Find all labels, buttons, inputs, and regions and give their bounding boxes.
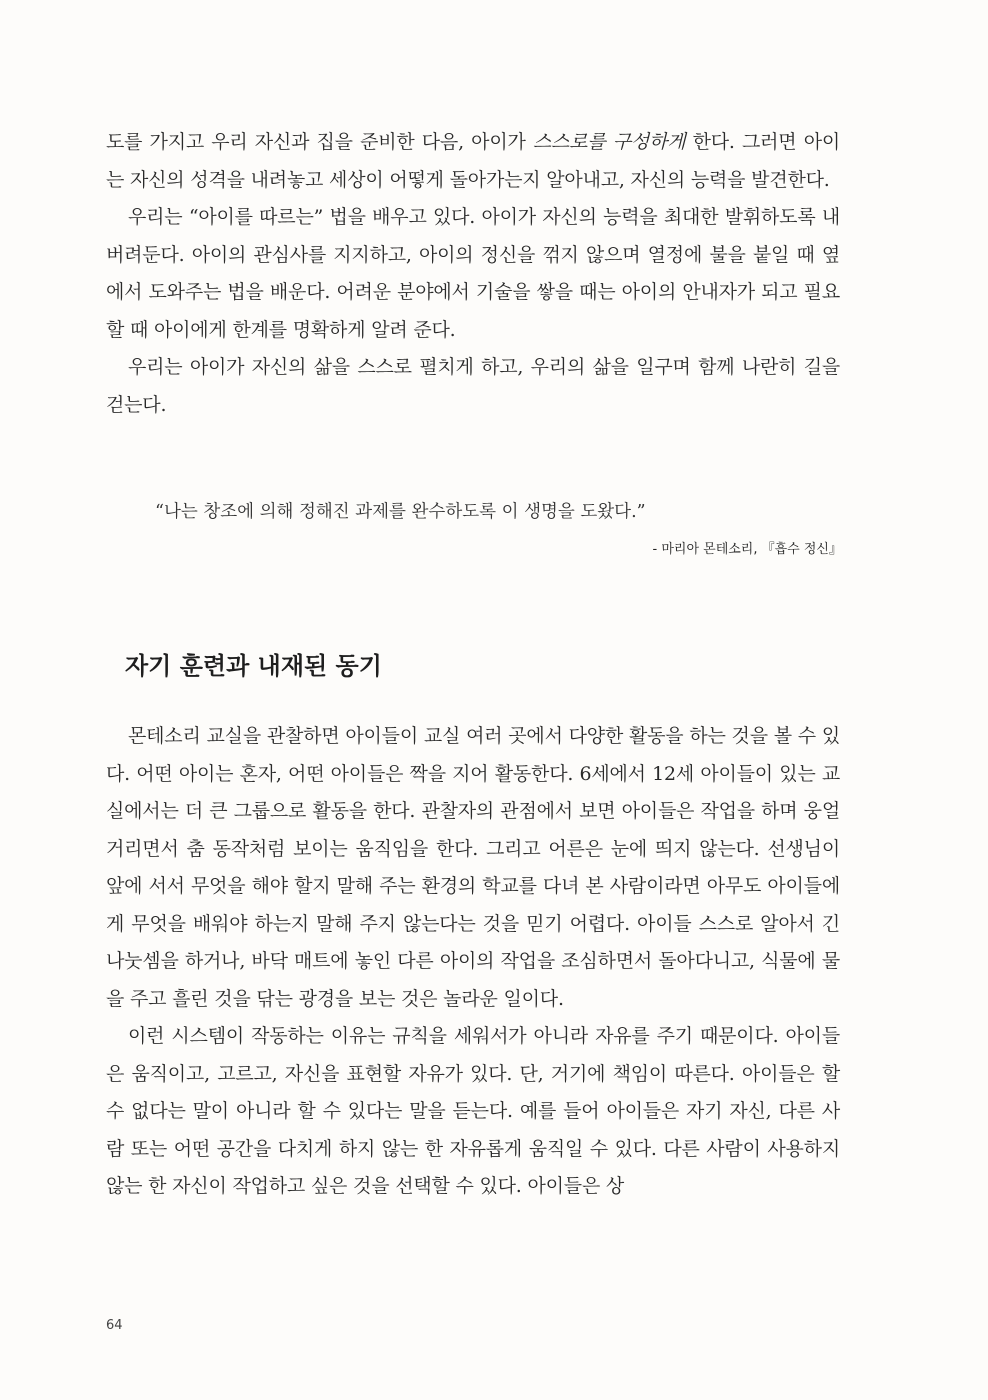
paragraph-5: 이런 시스템이 작동하는 이유는 규칙을 세워서가 아니라 자유를 주기 때문이다. 아이들은 움직이고, 고르고, 자신을 표현할 자유가 있다. 단, 거기에 책임이 따른다. 아이들은 할 수 없다는 말이 아니라 할 수 있다는 말을 듣는다. 예를 들어 아이들은 자기 자신, 다른 사람 또는 어떤 공간을 다치게 하지 않는 한 자유롭게 움직일 수 있다. 다른 사람이 사용하지 않는 한 자신이 작업하고 싶은 것을 선택할 수 있다. 아이들은 상 [106,1025,840,1197]
paragraph-3: 우리는 아이가 자신의 삶을 스스로 펼치게 하고, 우리의 삶을 일구며 함께 나란히 길을 걷는다. [106,356,840,416]
paragraph-2: 우리는 “아이를 따르는” 법을 배우고 있다. 아이가 자신의 능력을 최대한 발휘하도록 내버려둔다. 아이의 관심사를 지지하고, 아이의 정신을 꺾지 않으며 열정에 불을 붙일 때 옆에서 도와주는 법을 배운다. 어려운 분야에서 기술을 쌓을 때는 아이의 안내자가 되고 필요할 때 아이에게 한계를 명확하게 알려 준다. [106,206,840,341]
paragraph-1: 도를 가지고 우리 자신과 집을 준비한 다음, 아이가 스스로를 구성하게 한다. 그러면 아이는 자신의 성격을 내려놓고 세상이 어떻게 돌아가는지 알아내고, 자신의 능력을 발견한다. [106,131,841,191]
block-quote: “나는 창조에 의해 정해진 과제를 완수하도록 이 생명을 도왔다.” [155,502,646,522]
intro-section [106,124,840,424]
section-heading: 자기 훈련과 내재된 동기 [125,652,382,680]
main-section [106,718,840,1206]
quote-attribution: - 마리아 몬테소리, 『흡수 정신』 [652,542,842,557]
paragraph-4: 몬테소리 교실을 관찰하면 아이들이 교실 여러 곳에서 다양한 활동을 하는 것을 볼 수 있다. 어떤 아이는 혼자, 어떤 아이들은 짝을 지어 활동한다. 6세에서 12세 아이들이 있는 교실에서는 더 큰 그룹으로 활동을 한다. 관찰자의 관점에서 보면 아이들은 작업을 하며 웅얼거리면서 춤 동작처럼 보이는 움직임을 한다. 그리고 어른은 눈에 띄지 않는다. 선생님이 앞에 서서 무엇을 해야 할지 말해 주는 환경의 학교를 다녀 본 사람이라면 아무도 아이들에게 무엇을 배워야 하는지 말해 주지 않는다는 것을 믿기 어렵다. 아이들 스스로 알아서 긴 나눗셈을 하거나, 바닥 매트에 놓인 다른 아이의 작업을 조심하면서 돌아다니고, 식물에 물을 주고 흘린 것을 닦는 광경을 보는 것은 놀라운 일이다. [106,725,840,1010]
page-number: 64 [106,1318,123,1333]
emphasis-text: 스스로를 구성하게 [532,131,686,153]
